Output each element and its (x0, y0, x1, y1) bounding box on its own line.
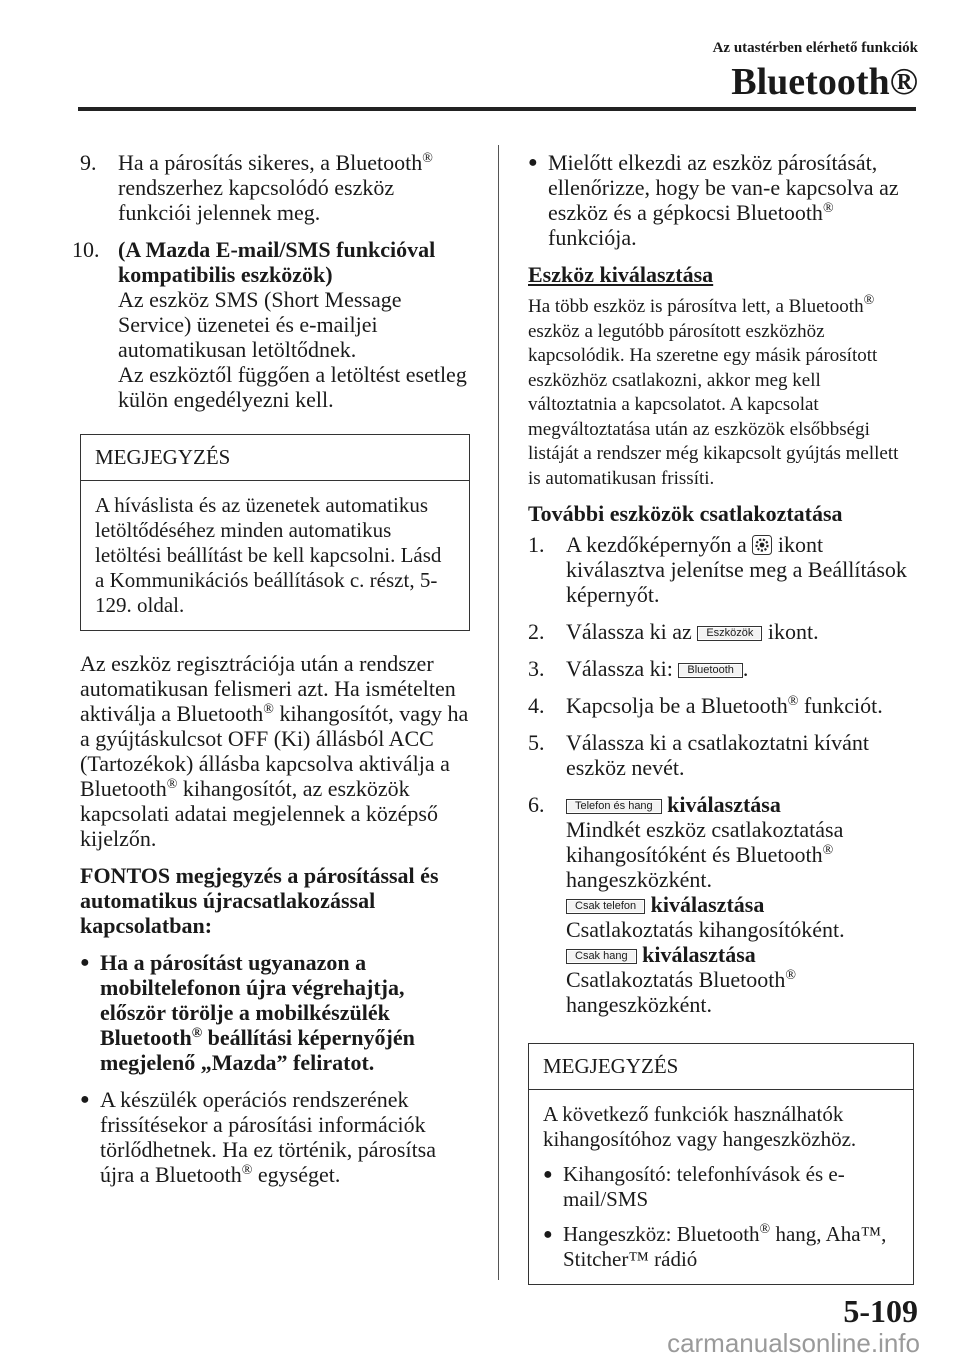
bullet-item: ● Hangeszköz: Bluetooth® hang, Aha™, Stitcher™ rádió (543, 1222, 887, 1271)
devices-button: Eszközök (697, 626, 762, 641)
header-rule (78, 107, 916, 111)
note-body: A következő funkciók használhatók kihangosítóhoz vagy hangeszközhöz. ● Kihangosító: telefonhívások és e-mail/SMS ● Hangeszköz: Bluetooth® hang, Aha™, Stitcher™ rádió (529, 1090, 913, 1284)
settings-gear-icon (752, 535, 772, 555)
step-1 (528, 532, 914, 607)
bullet-dot-icon: ● (543, 1226, 553, 1243)
phone-and-audio-button: Telefon és hang (566, 799, 662, 814)
watermark: carmanualsonline.info (667, 1328, 920, 1358)
step-text: Válassza ki a csatlakoztatni kívánt eszköz nevét. (566, 730, 869, 780)
note-title: MEGJEGYZÉS (529, 1044, 913, 1090)
right-column (528, 150, 914, 1305)
bullet-dot-icon: ● (80, 1091, 90, 1108)
running-header-section: Az utastérben elérhető funkciók (712, 40, 918, 56)
bullet-dot-icon: ● (528, 154, 538, 171)
step-text: Válassza ki: Bluetooth . (566, 656, 749, 681)
step-number: 2. (528, 619, 545, 644)
step-2 (528, 619, 914, 644)
step-number: 3. (528, 656, 545, 681)
bullet-dot-icon: ● (80, 954, 90, 971)
phone-only-button: Csak telefon (566, 899, 645, 914)
step-5 (528, 730, 914, 780)
step-number: 6. (528, 792, 545, 817)
note-body: A híváslista és az üzenetek automatikus letöltődéséhez minden automatikus letöltési beállítást be kell kapcsolni. Lásd a Kommunikációs beállítások c. részt, 5-129. oldal. (95, 493, 442, 617)
step-text: Telefon és hang kiválasztása Mindkét eszköz csatlakoztatása kihangosítóként és Bluetooth® hangeszközként. Csak telefon kiválasztása Csatlakoztatás kihangosítóként. Csak hang kiválasztása Csatlakoztatás Bluetooth® hangeszközként. (566, 792, 845, 1017)
audio-only-button: Csak hang (566, 949, 637, 964)
paragraph: Ha több eszköz is párosítva lett, a Bluetooth® eszköz a legutóbb párosított eszközhöz kapcsolódik. Ha szeretne egy másik párosított eszközhöz csatlakozni, akkor meg kell változtatnia a kapcsolatot. A kapcsolat megváltoztatása után az eszközök elsőbbségi listáját a rendszer még kikapcsolt gyújtás mellett is automatikusan frissíti. (528, 293, 899, 489)
step-text: A kezdőképernyőn a ikont kiválasztva jelenítse meg a Beállítások képernyőt. (566, 532, 907, 607)
note-box (528, 1043, 914, 1285)
section-title-more-devices: További eszközök csatlakoztatása (528, 501, 843, 526)
bullet-dot-icon: ● (543, 1166, 553, 1183)
bullet-item: ● Ha a párosítást ugyanazon a mobiltelefonon újra végrehajtja, először törölje a mobilkészülék Bluetooth® beállítási képernyőjén megjelenő „Mazda” feliratot. (80, 950, 415, 1075)
note-title: MEGJEGYZÉS (81, 435, 469, 481)
column-divider (498, 145, 499, 1280)
step-condition: (A Mazda E-mail/SMS funkcióval kompatibilis eszközök) (118, 237, 436, 287)
step-4 (528, 693, 914, 718)
step-6 (528, 792, 914, 1017)
step-text: Ha a párosítás sikeres, a Bluetooth® rendszerhez kapcsolódó eszköz funkciói jelennek meg. (118, 150, 433, 225)
step-3 (528, 656, 914, 681)
step-text: (A Mazda E-mail/SMS funkcióval kompatibilis eszközök) Az eszköz SMS (Short Message Service) üzenetei és e-mailjei automatikusan letöltődnek. Az eszköztől függően a letöltést esetleg külön engedélyezni kell. (118, 237, 467, 412)
bullet-item: ● Mielőtt elkezdi az eszköz párosítását, ellenőrizze, hogy be van-e kapcsolva az eszköz és a gépkocsi Bluetooth® funkciója. (528, 150, 899, 250)
page-title: Bluetooth® (731, 61, 918, 103)
step-9 (80, 150, 470, 225)
paragraph: Az eszköz regisztrációja után a rendszer automatikusan felismeri azt. Ha ismételten aktiválja a Bluetooth® kihangosítót, vagy ha a gyújtáskulcsot OFF (Ki) állásból ACC (Tartozékok) állásba kapcsolva aktiválja a Bluetooth® kihangosítót, az eszközök kapcsolati adatai megjelennek a középső kijelzőn. (80, 651, 469, 851)
step-number: 5. (528, 730, 545, 755)
step-number: 1. (528, 532, 545, 557)
bullet-item: ● A készülék operációs rendszerének frissítésekor a párosítási információk törlődhetnek. Ha ez történik, párosítsa újra a Bluetooth® egységet. (80, 1087, 437, 1187)
note-box (80, 434, 470, 631)
step-number: 4. (528, 693, 545, 718)
bullet-item: ● Kihangosító: telefonhívások és e-mail/SMS (543, 1162, 845, 1211)
step-number: 9. (80, 150, 97, 175)
bluetooth-button: Bluetooth (678, 663, 742, 678)
step-10 (72, 237, 470, 412)
section-title-device-select: Eszköz kiválasztása (528, 262, 714, 287)
page-number: 5-109 (843, 1293, 918, 1329)
important-heading: FONTOS megjegyzés a párosítással és automatikus újracsatlakozással kapcsolatban: (80, 863, 439, 938)
step-text: Válassza ki az Eszközök ikont. (566, 619, 819, 644)
step-text: Kapcsolja be a Bluetooth® funkciót. (566, 693, 883, 718)
left-column (72, 150, 470, 1199)
step-number: 10. (72, 237, 100, 262)
